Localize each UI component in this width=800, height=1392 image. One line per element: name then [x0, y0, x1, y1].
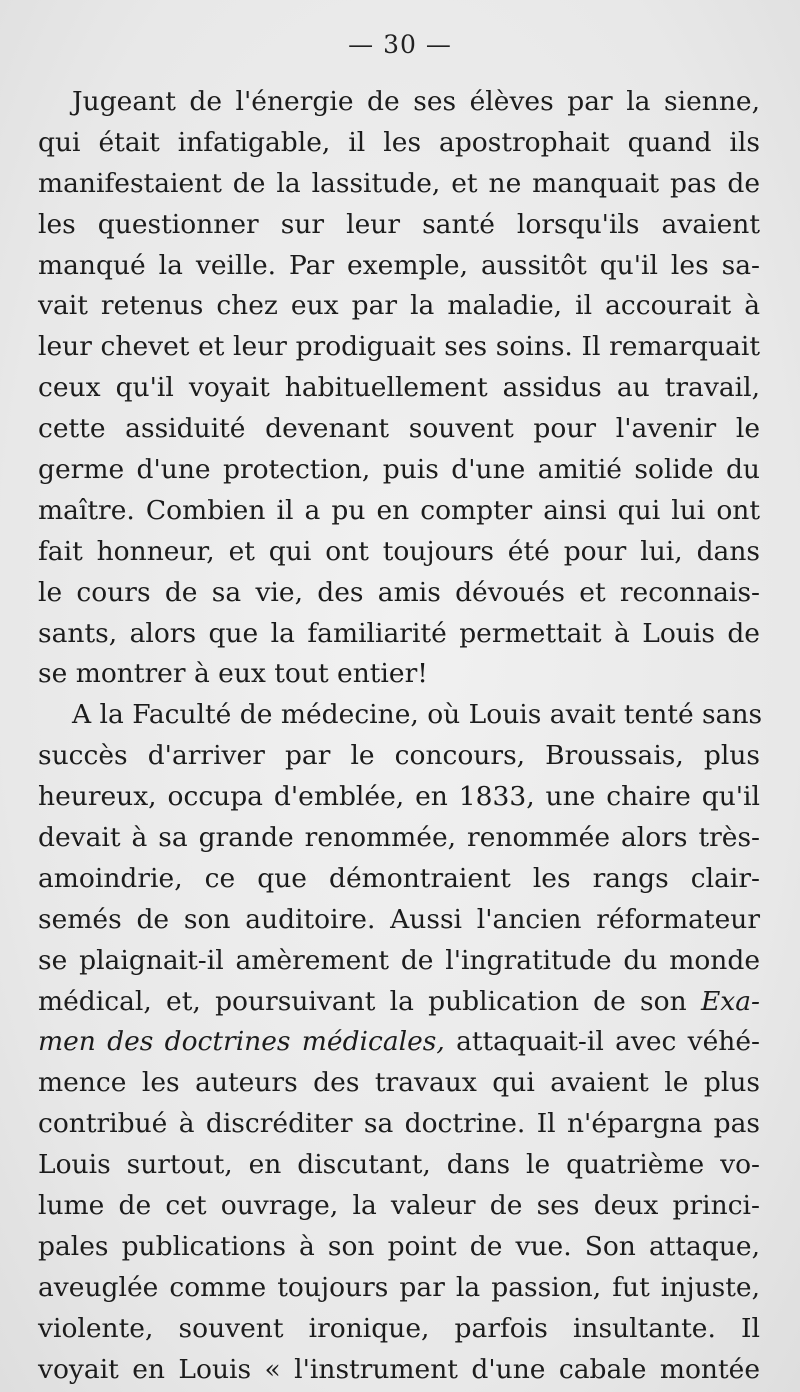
text-line: violente, souvent ironique, parfois insultante. Il [38, 1312, 760, 1344]
text-line: devait à sa grande renommée, renommée alors très- [38, 822, 760, 854]
text-fragment: attaquait-il avec véhé- [456, 1026, 760, 1058]
text-line: maître. Combien il a pu en compter ainsi qui lui ont [38, 494, 760, 526]
text-line: leur chevet et leur prodiguait ses soins. Il remarquait [38, 331, 760, 363]
text-line: lume de cet ouvrage, la valeur de ses deux princi- [38, 1190, 760, 1222]
text-line: germe d'une protection, puis d'une amitié solide du [38, 454, 760, 486]
text-line [38, 1022, 760, 1063]
text-line: qui était infatigable, il les apostrophait quand ils [38, 126, 760, 158]
text-line: aveuglée comme toujours par la passion, fut injuste, [38, 1271, 760, 1303]
text-line: pales publications à son point de vue. Son attaque, [38, 1230, 760, 1262]
paragraph-2 [38, 695, 763, 1390]
text-line: fait honneur, et qui ont toujours été pour lui, dans [38, 535, 760, 567]
text-line: Jugeant de l'énergie de ses élèves par la sienne, [72, 86, 760, 117]
text-line: vait retenus chez eux par la maladie, il accourait à [38, 290, 760, 322]
text-line: amoindrie, ce que démontraient les rangs clair- [38, 862, 760, 894]
paragraph-1 [38, 82, 760, 695]
text-line: les questionner sur leur santé lorsqu'ils avaient [38, 208, 760, 240]
text-line: semés de son auditoire. Aussi l'ancien réformateur [38, 903, 760, 935]
text-line: contribué à discréditer sa doctrine. Il n'épargna pas [38, 1108, 760, 1140]
text-line: se plaignait-il amèrement de l'ingratitude du monde [38, 944, 760, 976]
text-line: manqué la veille. Par exemple, aussitôt qu'il les sa- [38, 249, 760, 281]
text-line: se montrer à eux tout entier! [38, 658, 428, 690]
text-line: ceux qu'il voyait habituellement assidus au travail, [38, 372, 760, 404]
text-line: voyait en Louis « l'instrument d'une cabale montée [38, 1353, 760, 1385]
italic-title: men des doctrines médicales, [38, 1026, 445, 1058]
text-line: A la Faculté de médecine, où Louis avait tenté sans [72, 699, 763, 731]
text-fragment: médical, et, poursuivant la publication de son [38, 985, 687, 1017]
text-line [38, 982, 760, 1023]
text-line: mence les auteurs des travaux qui avaient le plus [38, 1067, 760, 1099]
text-line: sants, alors que la familiarité permettait à Louis de [38, 617, 760, 649]
text-line: cette assiduité devenant souvent pour l'avenir le [38, 413, 760, 445]
text-line: Louis surtout, en discutant, dans le quatrième vo- [38, 1149, 760, 1181]
page-number: — 30 — [348, 30, 452, 59]
italic-title: Exa- [700, 985, 760, 1017]
body-text [38, 82, 763, 1391]
text-line: heureux, occupa d'emblée, en 1833, une chaire qu'il [38, 781, 760, 813]
text-line: manifestaient de la lassitude, et ne manquait pas de [38, 167, 760, 199]
text-line: succès d'arriver par le concours, Broussais, plus [38, 740, 760, 772]
text-line: le cours de sa vie, des amis dévoués et reconnais- [38, 576, 760, 608]
